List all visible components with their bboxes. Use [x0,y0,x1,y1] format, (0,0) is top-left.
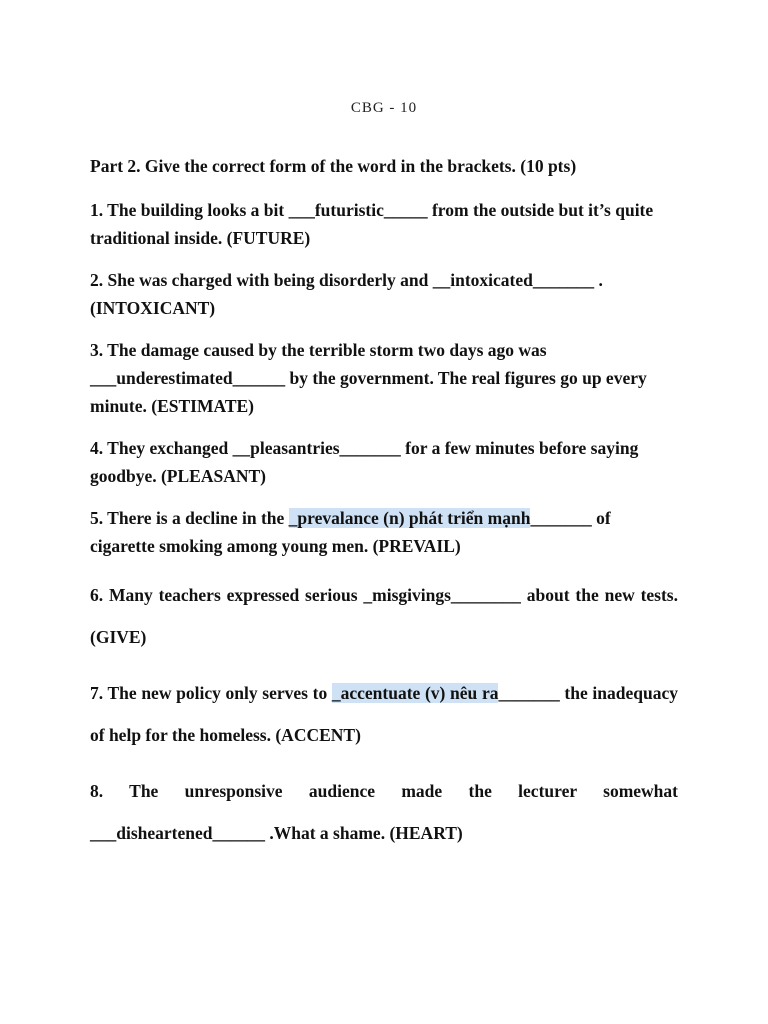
question-7 [90,672,678,756]
question-5 [90,504,678,560]
question-3: 3. The damage caused by the terrible storm two days ago was ___underestimated______ by the government. The real figures go up every minute. (ESTIMATE) [90,340,647,416]
question-7-text-after: _______ the inadequacy of help for the homeless. (ACCENT) [90,683,678,745]
question-5-text-before: 5. There is a decline in the [90,508,289,528]
question-2: 2. She was charged with being disorderly and __intoxicated_______ . (INTOXICANT) [90,270,603,318]
question-1: 1. The building looks a bit ___futuristic_____ from the outside but it’s quite traditional inside. (FUTURE) [90,200,654,248]
question-7-text-before: 7. The new policy only serves to [90,683,332,703]
question-5-text-after: _______ of cigarette smoking among young men. (PREVAIL) [90,508,611,556]
question-8: 8. The unresponsive audience made the lecturer somewhat ___disheartened______ .What a shame. (HEART) [90,781,678,843]
question-6: 6. Many teachers expressed serious _misgivings________ about the new tests. (GIVE) [90,585,678,647]
part-title: Part 2. Give the correct form of the word in the brackets. (10 pts) [90,156,577,176]
question-4: 4. They exchanged __pleasantries_______ for a few minutes before saying goodbye. (PLEASANT) [90,438,639,486]
exercise-content [90,152,678,872]
page-header: CBG - 10 [350,100,418,116]
question-5-highlighted-answer: _prevalance (n) phát triển mạnh [288,508,531,528]
question-7-highlighted-answer: _accentuate (v) nêu ra [331,683,499,703]
